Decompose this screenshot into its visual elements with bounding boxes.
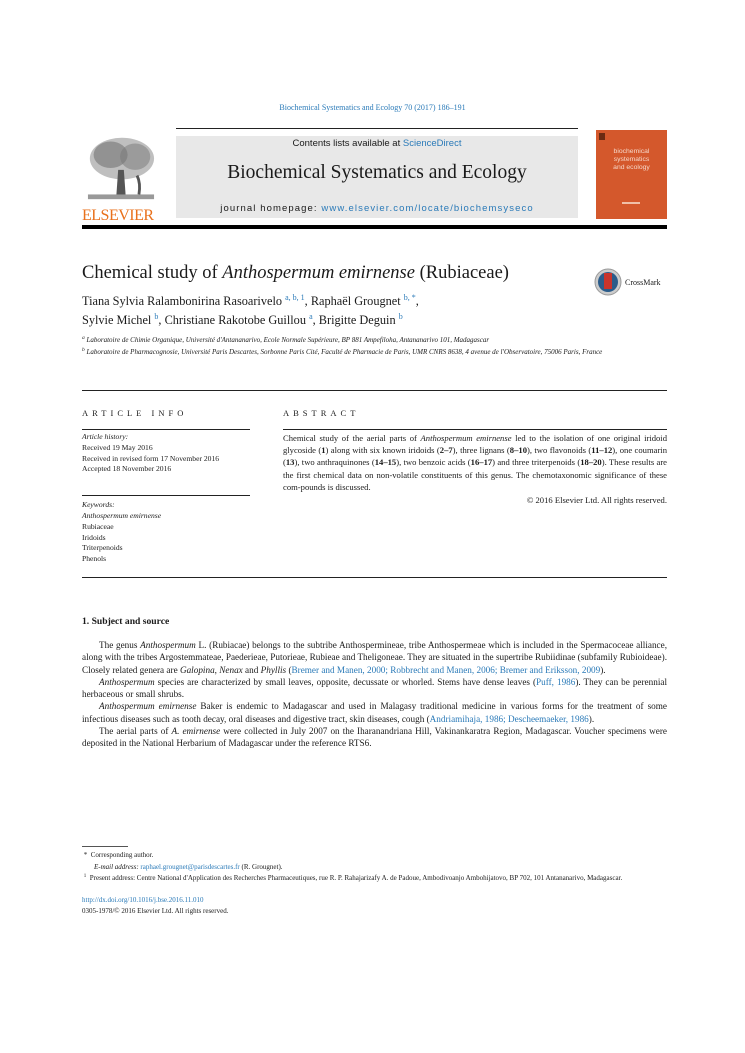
divider — [82, 429, 250, 430]
text-run: Baker is endemic to Madagascar and used in Malagasy traditional medicine in various forms for the treatment of some infectious diseases such as tooth decay, oral diseases and digestive tract, skin diseases, cough ( — [82, 701, 667, 724]
keywords-label: Keywords: — [82, 500, 115, 510]
section-body — [82, 639, 667, 842]
affiliation-mark: b — [82, 346, 85, 353]
affiliation-a — [82, 335, 622, 347]
compound-number: 11–12 — [591, 445, 613, 456]
keyword: Rubiaceae — [82, 521, 114, 531]
author-name[interactable]: Brigitte Deguin — [318, 313, 396, 327]
author-name[interactable]: Sylvie Michel — [82, 313, 152, 327]
crossmark-label: CrossMark — [625, 277, 661, 287]
footnote-corresponding — [82, 850, 667, 862]
header-rule — [176, 128, 578, 129]
author-name[interactable]: Christiane Rakotobe Guillou — [164, 313, 306, 327]
italic-term: Anthospermum — [99, 676, 155, 687]
affiliation-text: Laboratoire de Pharmacognosie, Université Paris Descartes, Sorbonne Paris Cité, Faculté de Pharmacie de Paris, UMR CNRS 8638, 4 avenue de l'Observatoire, 75006 Paris, France — [86, 347, 603, 356]
journal-cover — [596, 130, 667, 219]
title-species: Anthospermum emirnense — [222, 263, 415, 283]
footnote-mark: * — [83, 851, 88, 859]
issn-copyright: 0305-1978/© 2016 Elsevier Ltd. All rights reserved. — [82, 907, 229, 915]
italic-term: A. emirnense — [171, 726, 221, 737]
author-separator: , — [304, 294, 311, 308]
affiliation-b — [82, 347, 622, 359]
cover-emblem-icon — [599, 133, 605, 140]
keyword: Phenols — [82, 554, 107, 564]
text-run: and — [242, 664, 261, 675]
compound-number: 13 — [285, 457, 295, 468]
cover-text-line: systematics — [613, 156, 650, 163]
author-name[interactable]: Tiana Sylvia Ralambonirina Rasoarivelo — [82, 294, 283, 308]
text-run: ), two anthraquinones ( — [294, 457, 375, 468]
compound-number: 1 — [321, 445, 326, 456]
text-run: ) and three triterpenoids ( — [492, 457, 581, 468]
history-item: Accepted 18 November 2016 — [82, 464, 172, 474]
citation-link[interactable]: Puff, 1986 — [536, 676, 576, 687]
text-run: ). — [588, 713, 595, 724]
text-run: , — [214, 664, 220, 675]
body-paragraph — [82, 639, 667, 676]
italic-term: Anthospermum — [140, 640, 196, 650]
cover-text-line: biochemical — [613, 148, 650, 155]
compound-number: 2–7 — [439, 445, 453, 456]
crossmark-icon — [594, 268, 622, 296]
text-run: ( — [286, 664, 292, 675]
italic-term: Galopina — [179, 664, 215, 675]
text-run: were collected in July 2007 on the Iharanandriana Hill, Vakinankaratra Region, Madagascar. Voucher specimens were deposited in the National Herbarium of Madagascar under the reference RTS6. — [82, 726, 668, 749]
history-item: Received 19 May 2016 — [82, 442, 153, 452]
title-text: Chemical study of — [82, 263, 223, 283]
divider — [283, 429, 667, 430]
homepage-link[interactable]: www.elsevier.com/locate/biochemsyseco — [321, 203, 534, 214]
footnotes — [82, 842, 667, 918]
italic-term: Nenax — [219, 664, 243, 675]
body-paragraph — [82, 700, 667, 725]
affiliations — [82, 335, 622, 358]
text-run: The genus — [99, 640, 141, 650]
author-affiliation-mark[interactable]: b, * — [403, 293, 416, 302]
journal-title: Biochemical Systematics and Ecology — [227, 162, 527, 183]
keyword: Triterpenoids — [82, 543, 123, 553]
body-paragraph — [82, 725, 667, 750]
divider — [82, 577, 667, 578]
elsevier-logo — [82, 134, 160, 222]
divider — [82, 390, 667, 391]
contents-line — [176, 138, 578, 149]
elsevier-tree-icon — [82, 134, 160, 202]
footnote-rule — [82, 846, 128, 847]
italic-term: Anthospermum emirnense — [420, 433, 512, 443]
sciencedirect-link[interactable]: ScienceDirect — [402, 138, 462, 149]
keyword: Iridoids — [82, 532, 106, 542]
doi-link[interactable]: http://dx.doi.org/10.1016/j.bse.2016.11.010 — [82, 895, 204, 904]
article-info-heading: ARTICLE INFO — [82, 408, 188, 418]
text-run: ). They can be perennial herbaceous or small shrubs. — [82, 676, 668, 700]
text-run: The aerial parts of — [99, 726, 172, 737]
compound-number: 8–10 — [509, 445, 527, 456]
footnote-email — [82, 862, 667, 874]
contents-prefix: Contents lists available at — [292, 138, 403, 149]
citation-link[interactable]: Andriamihaja, 1986; Descheemaeker, 1986 — [429, 713, 589, 724]
text-run: ), two flavonoids ( — [526, 445, 592, 456]
article-history — [82, 432, 250, 475]
text-run: ), two benzoic acids ( — [396, 457, 471, 468]
text-run: ) along with six known iridoids ( — [325, 445, 440, 456]
cover-text-line: and ecology — [613, 164, 650, 171]
compound-number: 18–20 — [580, 457, 602, 468]
italic-term: Anthospermum emirnense — [99, 701, 197, 712]
text-run: ). — [600, 664, 606, 675]
abstract-copyright: © 2016 Elsevier Ltd. All rights reserved. — [526, 495, 667, 506]
affiliation-mark: a — [82, 335, 85, 341]
text-run: L. (Rubiacae) belongs to the subtribe Anthospermineae, tribe Anthospermeae which is included in the Spermacoceae alliance, along with the tribes Argostemmateae, Paederieae, Putorieae, Rubieae and Theligoneae. They are situated in the supertribe Rubiidinae (subfamily Rubioideae). Closely related genera are — [82, 640, 668, 675]
journal-masthead — [176, 136, 578, 218]
divider — [82, 495, 250, 496]
publisher-name: ELSEVIER — [82, 207, 154, 224]
author-affiliation-mark[interactable]: a, b, 1 — [285, 293, 305, 302]
author-affiliation-mark[interactable]: b — [154, 312, 159, 321]
email-suffix: (R. Grougnet). — [239, 862, 283, 871]
homepage-prefix: journal homepage: — [220, 203, 322, 214]
footnote-mark: 1 — [83, 874, 87, 879]
compound-number: 16–17 — [470, 457, 493, 468]
lower-column — [82, 639, 667, 918]
author-affiliation-mark[interactable]: b — [398, 312, 403, 321]
journal-reference[interactable]: Biochemical Systematics and Ecology 70 (2017) 186–191 — [279, 103, 466, 112]
email-link[interactable]: raphael.grougnet@parisdescartes.fr — [140, 862, 240, 871]
cover-logo-icon — [622, 202, 640, 204]
article-info-column — [82, 432, 250, 565]
text-run: ). These results are the first chemical data on non-volatile constituents of this genus. The chemotaxonomic significance of these com-pounds is discussed. — [283, 457, 667, 492]
section-heading: 1. Subject and source — [82, 616, 170, 627]
author-affiliation-mark[interactable]: a — [309, 312, 313, 321]
author-separator: , — [312, 313, 319, 327]
compound-number: 14–15 — [374, 457, 397, 468]
author-separator: , — [415, 294, 419, 308]
title-family: (Rubiaceae) — [414, 263, 509, 283]
author-name[interactable]: Raphaël Grougnet — [310, 294, 401, 308]
citation-link[interactable]: Bremer and Manen, 2000; Robbrecht and Manen, 2006; Bremer and Eriksson, 2009 — [291, 664, 601, 675]
abstract-text — [283, 432, 667, 493]
footnote-text: Corresponding author. — [90, 851, 154, 859]
italic-term: Phyllis — [260, 664, 287, 675]
text-run: Chemical study of the aerial parts of — [283, 433, 421, 443]
keyword: Anthospermum emirnense — [82, 510, 162, 520]
authors-line-2 — [82, 313, 403, 328]
keywords — [82, 500, 250, 565]
authors-line-1 — [82, 294, 419, 309]
abstract-column — [283, 432, 667, 506]
history-label: Article history: — [82, 432, 129, 441]
footnote-present-address — [82, 873, 667, 885]
body-paragraph — [82, 676, 667, 701]
text-run: ), one coumarin ( — [283, 445, 667, 468]
masthead-divider — [82, 225, 667, 229]
affiliation-text: Laboratoire de Chimie Organique, Université d'Antananarivo, Ecole Normale Supérieure, BP 881 Ampefiloha, Antananarivo 101, Madagascar — [86, 336, 490, 344]
article-title — [82, 263, 509, 284]
abstract-heading: ABSTRACT — [283, 408, 360, 418]
text-run: ), three lignans ( — [452, 445, 510, 456]
email-label: E-mail address: — [94, 862, 141, 871]
homepage-line — [176, 203, 578, 214]
text-run: species are characterized by small leaves, opposite, decussate or whorled. Stems have dense leaves ( — [154, 676, 537, 687]
history-item: Received in revised form 17 November 2016 — [82, 453, 220, 463]
author-separator: , — [158, 313, 165, 327]
crossmark-button[interactable] — [594, 268, 661, 296]
footnote-text: Present address: Centre National d'Application des Recherches Pharmaceutiques, rue R. P. Rahajarizafy A. de Padoue, Ambodivoanjo Ambohijatovo, BP 702, 101 Antananarivo, Madagascar. — [89, 874, 623, 882]
text-run: led to the isolation of one original iridoid glycoside ( — [283, 433, 667, 456]
